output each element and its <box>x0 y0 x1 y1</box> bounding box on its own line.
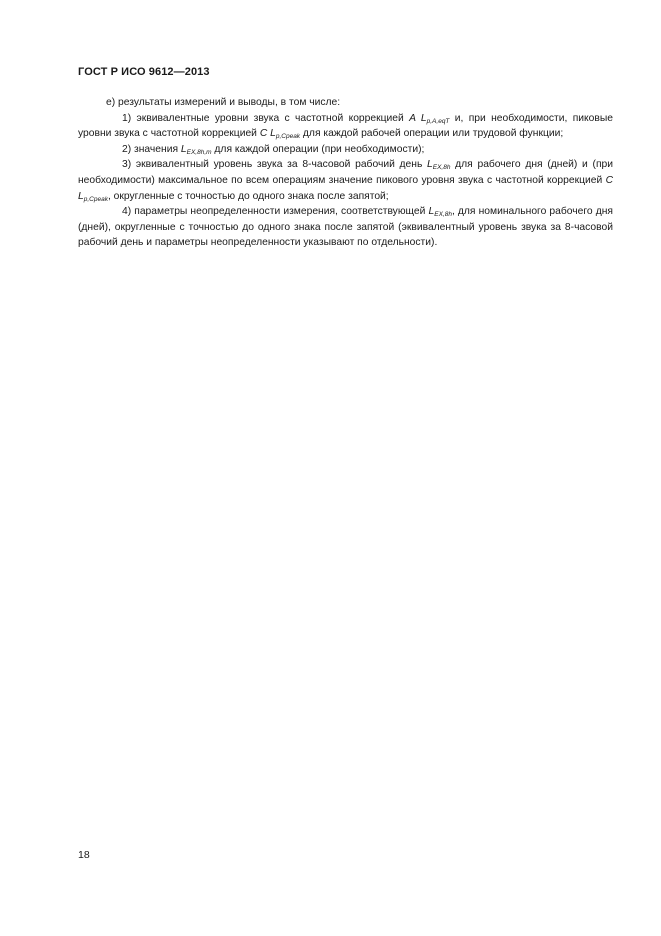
item-4-subscript: EX,8h <box>434 211 452 219</box>
item-1-subscript-a: p,A,eqT <box>426 117 450 125</box>
item-3-subscript-c: p,Cpeak <box>83 195 108 203</box>
item-1-symbol-c: C L <box>259 128 276 140</box>
item-2-text-b: для каждой операции (при необходимости); <box>211 143 425 155</box>
item-1-text-b: и, при необходимости, пиковые уровни звука с частотной коррекцией <box>78 112 613 140</box>
results-section <box>78 95 613 251</box>
item-3-subscript: EX,8h <box>432 164 451 172</box>
item-3-text-c: , округленные с точностью до одного знака после запятой; <box>107 190 389 202</box>
item-2-text-a: 2) значения <box>122 143 181 155</box>
document-header: ГОСТ Р ИСО 9612—2013 <box>78 66 210 78</box>
results-item-4 <box>78 204 613 251</box>
item-3-text-b: для рабочего дня (дней) и (при необходимости) максимальное по всем операциям значение пикового уровня звука с частотной коррекцией <box>78 159 613 186</box>
item-3-symbol: L <box>427 159 433 171</box>
results-item-2 <box>78 142 613 158</box>
item-1-text-a: 1) эквивалентные уровни звука с частотной коррекцией <box>122 112 410 124</box>
results-item-1 <box>78 111 613 142</box>
page-number: 18 <box>78 849 90 861</box>
item-1-symbol-a: A L <box>409 112 427 124</box>
item-4-text-a: 4) параметры неопределенности измерения, соответствующей <box>122 206 429 218</box>
item-3-text-a: 3) эквивалентный уровень звука за 8-часовой рабочий день <box>122 159 428 171</box>
item-2-symbol: L <box>180 143 187 155</box>
item-1-text-c: для каждой рабочей операции или трудовой функции; <box>300 128 564 140</box>
item-3-symbol-c: C L <box>78 174 613 202</box>
item-4-symbol: L <box>428 206 435 218</box>
item-2-subscript: EX,8h,m <box>186 148 212 156</box>
item-4-text-b: , для номинального рабочего дня (дней), округленные с точностью до одного знака после запятой (эквивалентный уровень звука за 8-часовой рабочий день и параметры неопределенности указывают по отдельности). <box>78 206 613 249</box>
results-intro: е) результаты измерений и выводы, в том числе: <box>106 97 341 108</box>
item-1-subscript-c: p,Cpeak <box>275 133 301 141</box>
results-item-3 <box>78 157 613 204</box>
